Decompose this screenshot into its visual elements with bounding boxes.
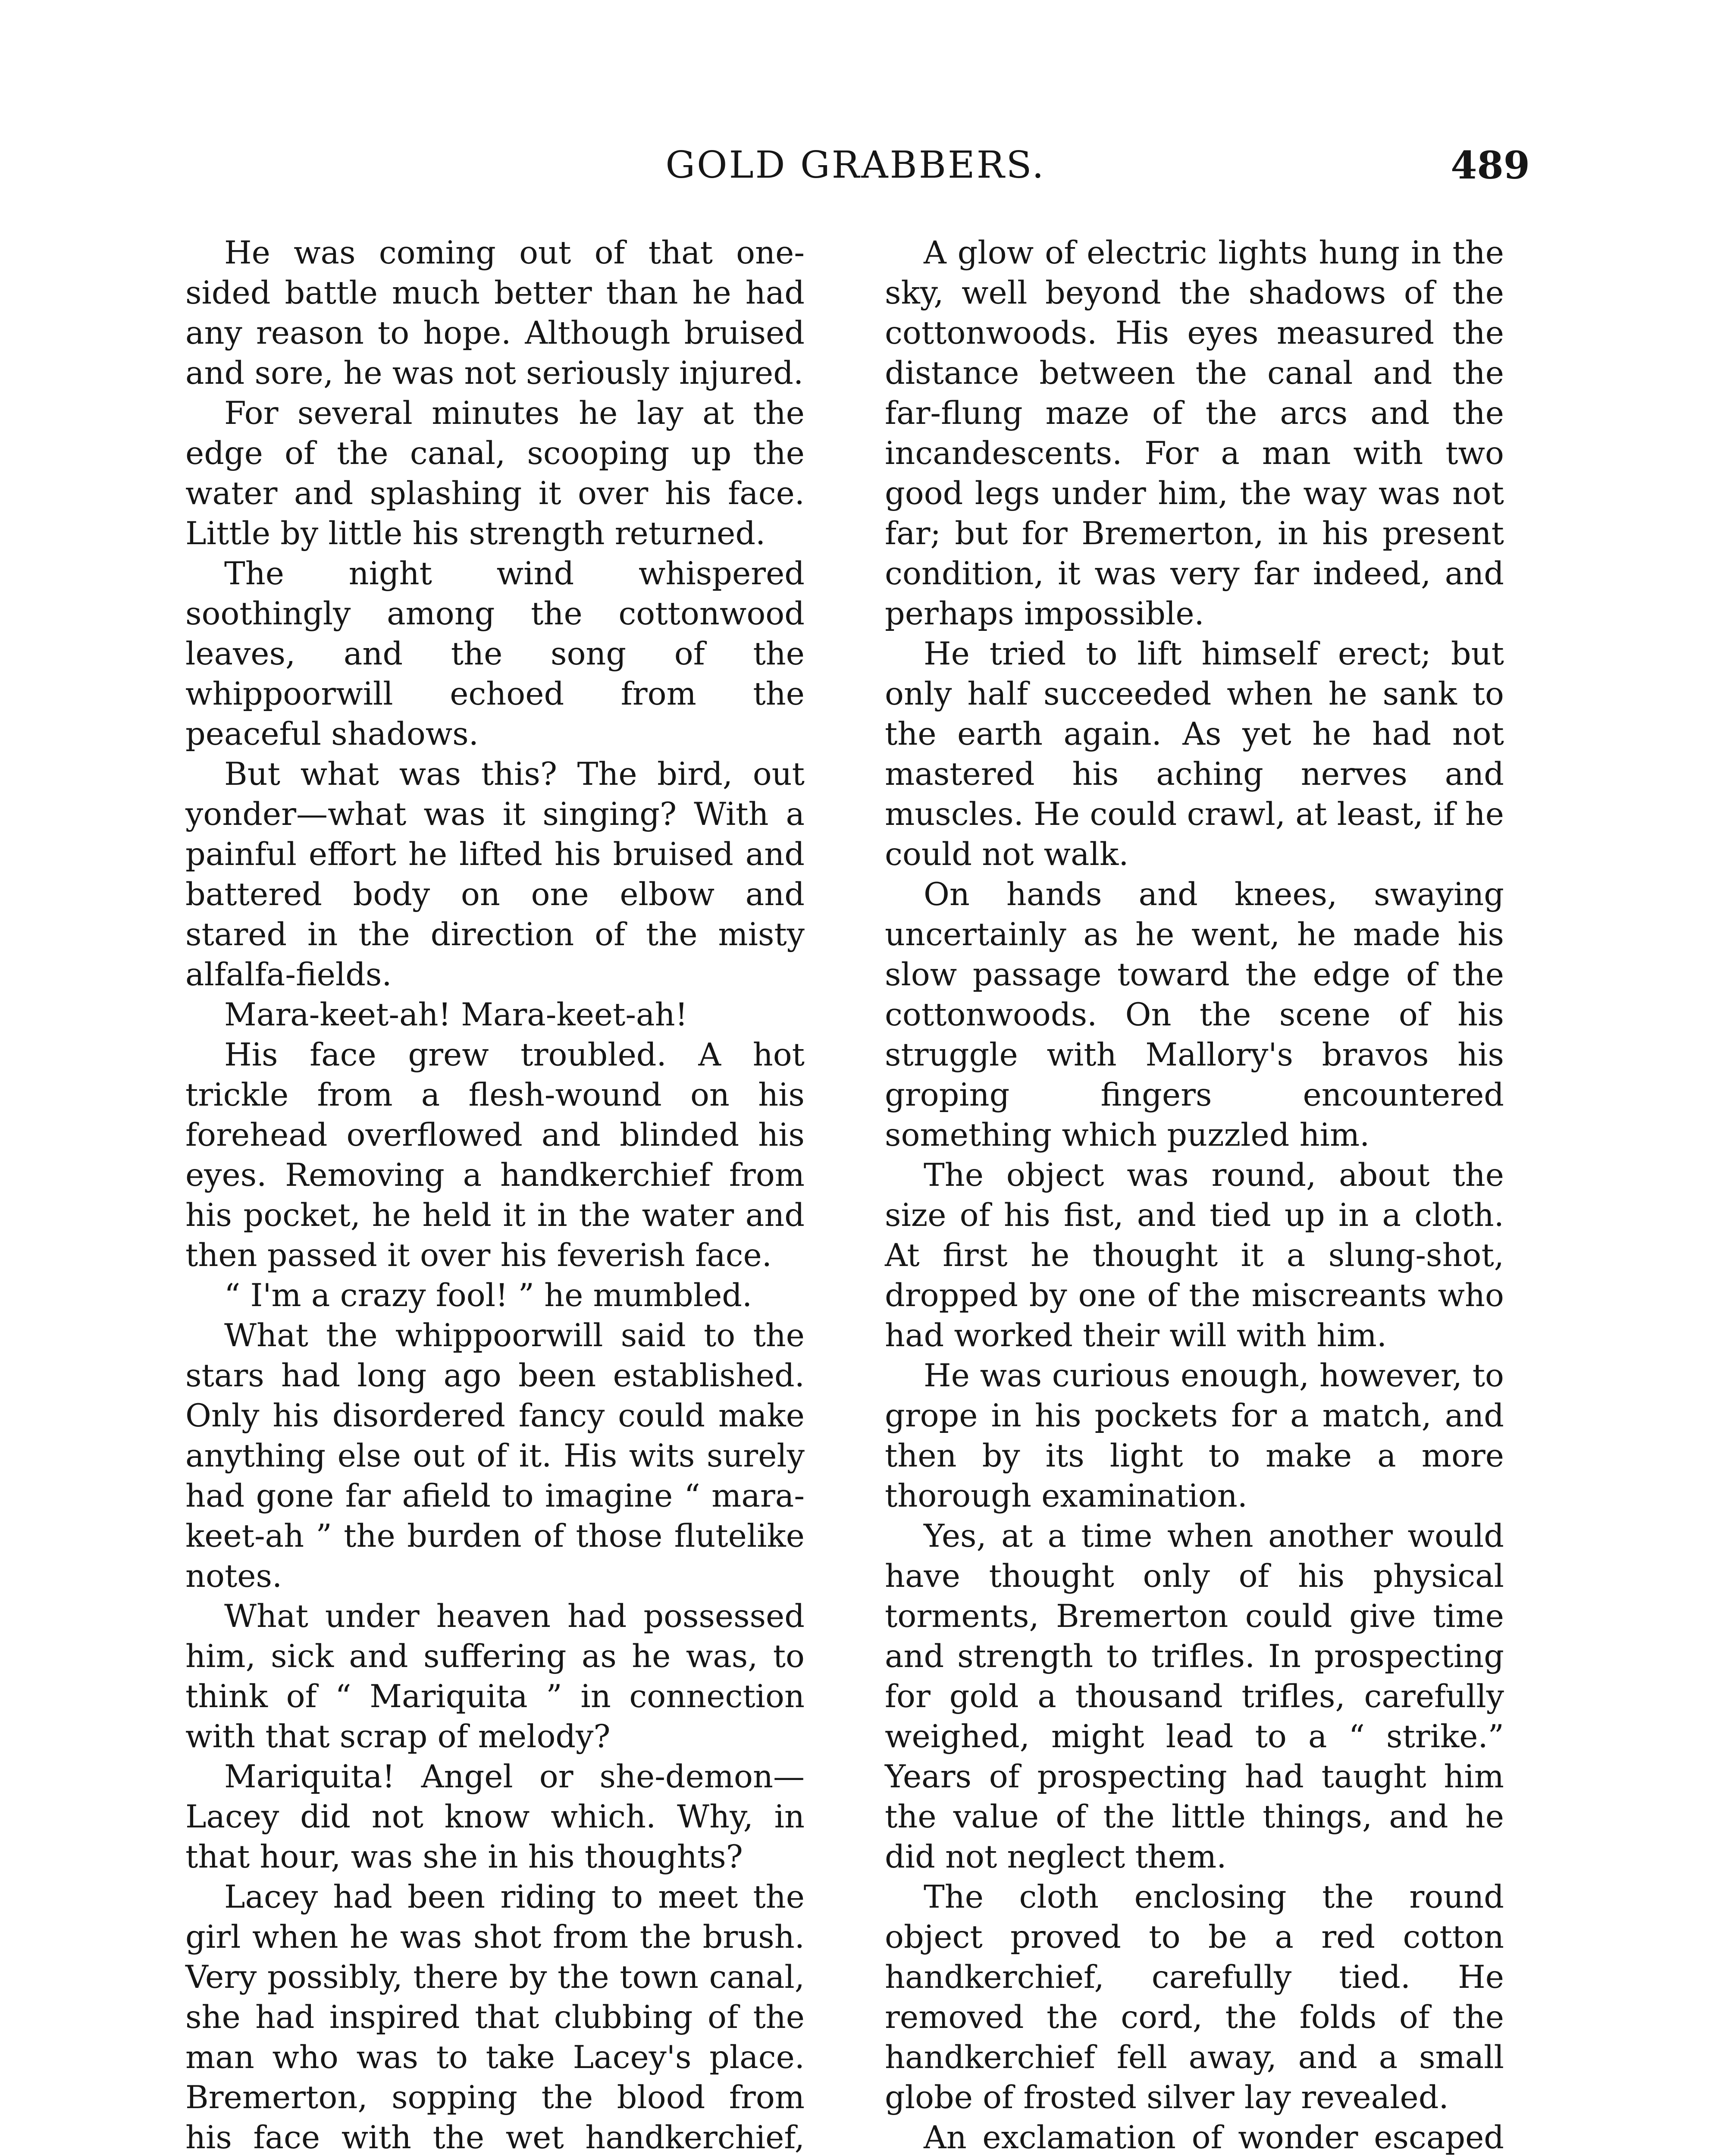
paragraph: But what was this? The bird, out yonder—what was it singing? With a painful effort he lifted his bruised and battered body on one elbow and stared in the direction of the misty alfalfa-fields. — [185, 756, 805, 993]
paragraph: His face grew troubled. A hot trickle from a flesh-wound on his forehead overflowed and blinded his eyes. Removing a handkerchief from his pocket, he held it in the water and then passed it over his feverish face. — [185, 1037, 805, 1274]
right-column — [885, 233, 1504, 2156]
paragraph: Yes, at a time when another would have thought only of his physical torments, Bremerton could give time and strength to trifles. In prospecting for gold a thousand trifles, carefully weighed, might lead to a “ strike.” Years of prospecting had taught him the value of the little things, and he did not neglect them. — [885, 1518, 1504, 1875]
paragraph: A glow of electric lights hung in the sky, well beyond the shadows of the cottonwoods. His eyes measured the distance between the canal and the far-flung maze of the arcs and the incandescents. For a man with two good legs under him, the way was not far; but for Bremerton, in his present condition, it was very far indeed, and perhaps impossible. — [885, 235, 1504, 632]
paragraph: An exclamation of wonder escaped — [924, 2119, 1504, 2156]
running-title: GOLD GRABBERS. — [665, 144, 1046, 187]
paragraph: “ I'm a crazy fool! ” he mumbled. — [224, 1277, 752, 1314]
page-number: 489 — [1451, 143, 1530, 188]
paragraph: Mariquita! Angel or she-demon—Lacey did not know which. Why, in that hour, was she in his thoughts? — [185, 1758, 805, 1875]
paragraph: What the whippoorwill said to the stars had long ago been established. Only his disordered fancy could make anything else out of it. His wits surely had gone far afield to imagine “ mara-keet-ah ” the burden of those flutelike notes. — [185, 1317, 805, 1595]
left-column — [185, 233, 805, 2156]
paragraph: For several minutes he lay at the edge of the canal, scooping up the water and splashing it over his face. Little by little his strength returned. — [185, 395, 805, 552]
paragraph: The night wind whispered soothingly among the cottonwood leaves, and the song of the whippoorwill echoed from the peaceful shadows. — [185, 555, 805, 752]
paragraph: He was coming out of that one-sided battle much better than he had any reason to hope. Although bruised and sore, he was not seriously injured. — [185, 235, 805, 392]
paragraph: He was curious enough, however, to grope in his pockets for a match, and then by its light to make a more thorough examination. — [885, 1357, 1504, 1514]
paragraph: On hands and knees, swaying uncertainly as he went, he made his slow passage toward the edge of the cottonwoods. On the scene of his struggle with Mallory's bravos his groping fingers encountered something which puzzled him. — [885, 876, 1504, 1153]
page-header — [0, 137, 1711, 193]
paragraph: Lacey had been riding to meet the girl when he was shot from the brush. Very possibly, there by the town canal, she had inspired that clubbing of the man who was to take Lacey's place. Bremerton, sopping the blood from his face with the wet handkerchief, — [185, 1879, 805, 2156]
paragraph: He tried to lift himself erect; but only half succeeded when he sank to the earth again. As yet he had not mastered his aching nerves and muscles. He could crawl, at least, if he could not walk. — [885, 636, 1504, 873]
paragraph: The cloth enclosing the round object proved to be a red cotton handkerchief, carefully tied. He removed the cord, the folds of the handkerchief fell away, and a small globe of frosted silver lay revealed. — [885, 1879, 1504, 2116]
paragraph: Mara-keet-ah! Mara-keet-ah! — [224, 997, 688, 1033]
paragraph: What under heaven had possessed him, sick and suffering as he was, to think of “ Mariquita ” in connection with that scrap of melody? — [185, 1598, 805, 1755]
paragraph: The object was round, about the size of his fist, and tied up in a cloth. At first he thought it a slung-shot, dropped by one of the miscreants who had worked their will with him. — [885, 1157, 1504, 1354]
